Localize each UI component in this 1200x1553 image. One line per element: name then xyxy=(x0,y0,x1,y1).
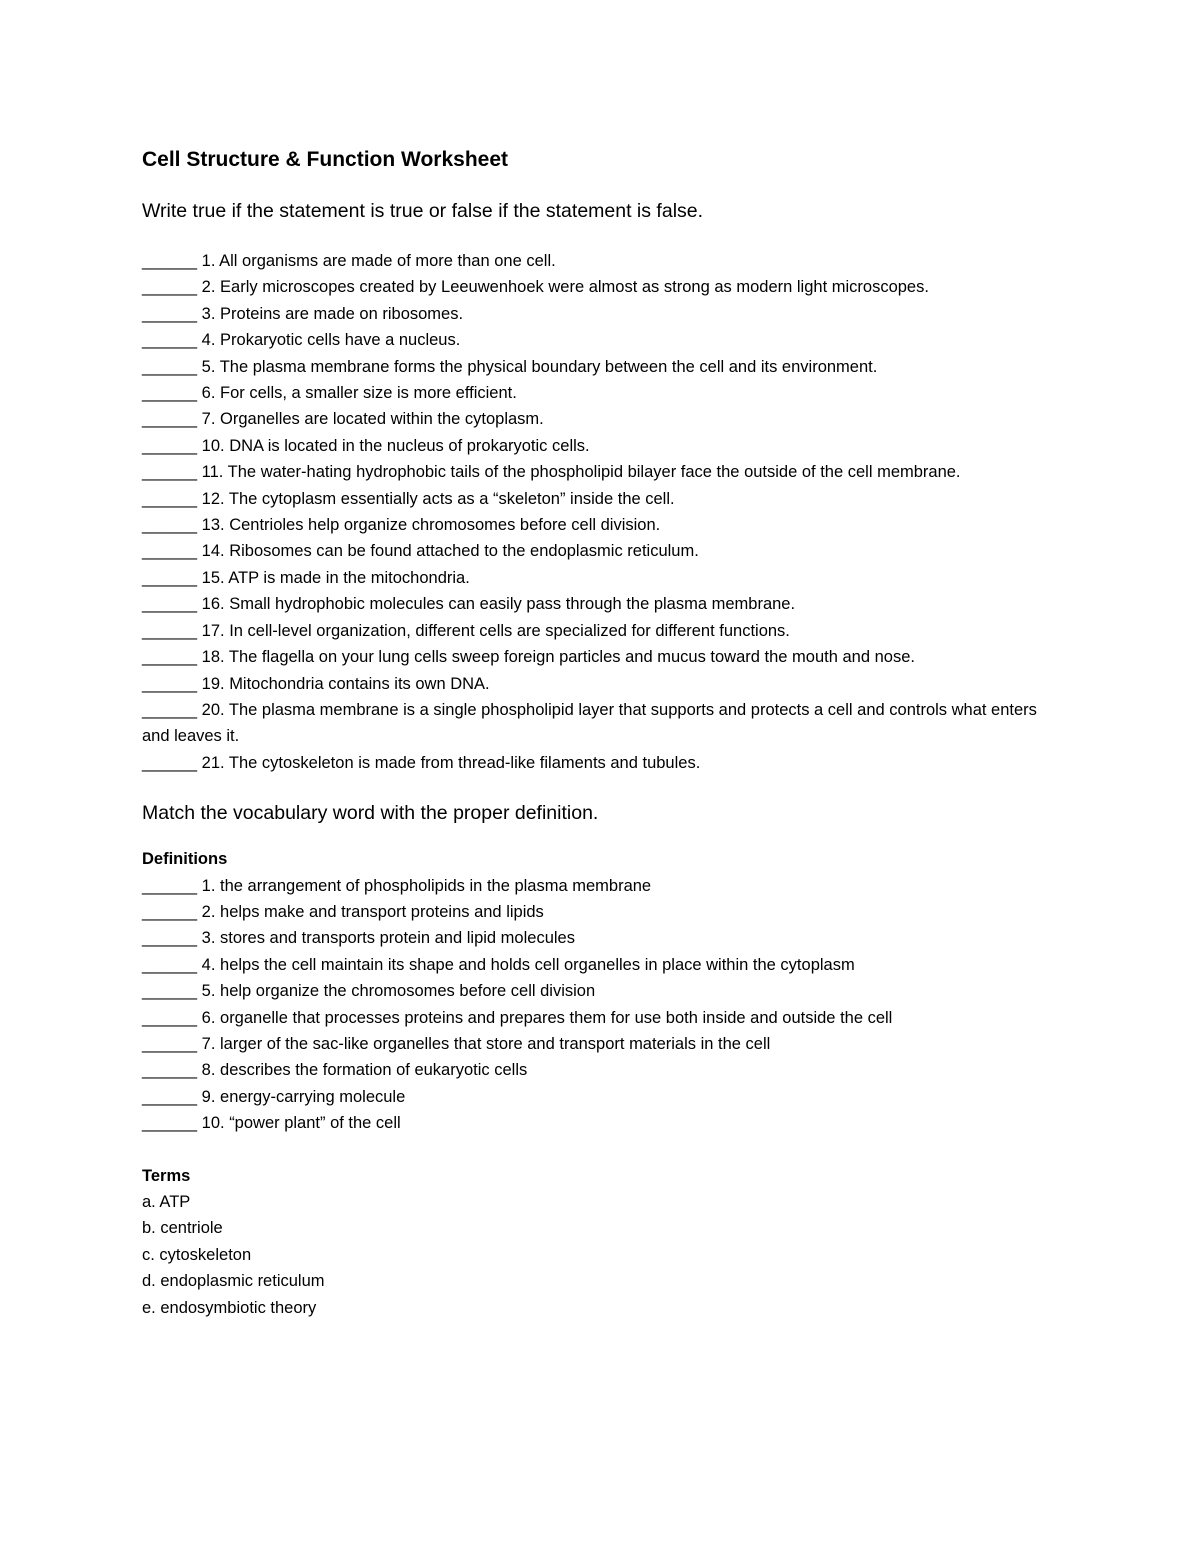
answer-blank[interactable]: ______ xyxy=(142,568,198,587)
item-text: The plasma membrane is a single phospholipid layer that supports and protects a cell and controls what enters and leaves it. xyxy=(142,700,1037,746)
answer-blank[interactable]: ______ xyxy=(142,463,198,482)
definition-item xyxy=(142,1005,1062,1031)
item-number: 15. xyxy=(201,568,225,587)
answer-blank[interactable]: ______ xyxy=(142,674,198,693)
item-number: 17. xyxy=(201,621,225,640)
item-number: 6. xyxy=(201,1008,216,1027)
item-text: Early microscopes created by Leeuwenhoek were almost as strong as modern light microscopes. xyxy=(220,278,929,297)
answer-blank[interactable]: ______ xyxy=(142,700,198,719)
true-false-item xyxy=(142,512,1062,538)
answer-blank[interactable]: ______ xyxy=(142,648,198,667)
true-false-item xyxy=(142,644,1062,670)
item-text: larger of the sac-like organelles that store and transport materials in the cell xyxy=(220,1034,771,1053)
answer-blank[interactable]: ______ xyxy=(142,621,198,640)
true-false-item xyxy=(142,433,1062,459)
term-item: c. cytoskeleton xyxy=(142,1245,252,1264)
item-text: helps the cell maintain its shape and holds cell organelles in place within the cytoplasm xyxy=(220,955,855,974)
item-number: 8. xyxy=(201,1061,216,1080)
definition-item xyxy=(142,1057,1062,1083)
item-number: 20. xyxy=(201,700,225,719)
true-false-item xyxy=(142,538,1062,564)
item-number: 3. xyxy=(201,929,216,948)
true-false-item xyxy=(142,406,1062,432)
item-text: The cytoplasm essentially acts as a “skeleton” inside the cell. xyxy=(228,489,675,508)
item-number: 16. xyxy=(201,595,225,614)
true-false-item xyxy=(142,274,1062,300)
answer-blank[interactable]: ______ xyxy=(142,1087,198,1106)
item-number: 1. xyxy=(201,252,216,270)
item-text: helps make and transport proteins and lipids xyxy=(220,902,544,921)
item-text: the arrangement of phospholipids in the plasma membrane xyxy=(220,876,652,895)
definition-item xyxy=(142,925,1062,951)
answer-blank[interactable]: ______ xyxy=(142,542,198,561)
answer-blank[interactable]: ______ xyxy=(142,410,198,429)
item-number: 5. xyxy=(201,982,216,1001)
definition-item xyxy=(142,1110,1062,1136)
answer-blank[interactable]: ______ xyxy=(142,1114,198,1133)
item-text: describes the formation of eukaryotic cells xyxy=(220,1061,528,1080)
item-text: help organize the chromosomes before cell division xyxy=(220,982,596,1001)
true-false-item xyxy=(142,354,1062,380)
item-number: 7. xyxy=(201,1034,216,1053)
answer-blank[interactable]: ______ xyxy=(142,902,198,921)
item-text: Small hydrophobic molecules can easily pass through the plasma membrane. xyxy=(229,595,796,614)
item-text: The plasma membrane forms the physical boundary between the cell and its environment. xyxy=(219,357,878,376)
true-false-item xyxy=(142,486,1062,512)
true-false-item xyxy=(142,750,1062,776)
term-item: a. ATP xyxy=(142,1193,191,1211)
term-item: e. endosymbiotic theory xyxy=(142,1298,317,1317)
item-text: Ribosomes can be found attached to the endoplasmic reticulum. xyxy=(229,542,699,561)
item-text: Centrioles help organize chromosomes before cell division. xyxy=(229,516,661,535)
true-false-item xyxy=(142,380,1062,406)
item-number: 6. xyxy=(201,384,216,403)
answer-blank[interactable]: ______ xyxy=(142,252,198,270)
answer-blank[interactable]: ______ xyxy=(142,595,198,614)
answer-blank[interactable]: ______ xyxy=(142,516,198,535)
answer-blank[interactable]: ______ xyxy=(142,1061,198,1080)
true-false-item xyxy=(142,591,1062,617)
item-text: For cells, a smaller size is more efficient. xyxy=(220,384,517,403)
answer-blank[interactable]: ______ xyxy=(142,357,198,376)
item-number: 9. xyxy=(201,1087,216,1106)
item-number: 14. xyxy=(201,542,225,561)
item-text: The flagella on your lung cells sweep foreign particles and mucus toward the mouth and nose. xyxy=(228,648,915,667)
true-false-item xyxy=(142,671,1062,697)
item-number: 10. xyxy=(201,436,225,455)
item-text: Mitochondria contains its own DNA. xyxy=(229,674,490,693)
item-text: energy-carrying molecule xyxy=(220,1087,406,1106)
worksheet-content xyxy=(142,138,1062,1321)
item-number: 3. xyxy=(201,304,216,323)
answer-blank[interactable]: ______ xyxy=(142,278,198,297)
item-number: 18. xyxy=(201,648,225,667)
item-text: Proteins are made on ribosomes. xyxy=(220,304,464,323)
true-false-list xyxy=(142,248,1062,776)
item-text: ATP is made in the mitochondria. xyxy=(228,568,470,587)
item-text: DNA is located in the nucleus of prokaryotic cells. xyxy=(229,436,590,455)
definitions-heading: Definitions xyxy=(142,850,228,869)
definition-item xyxy=(142,952,1062,978)
term-item: b. centriole xyxy=(142,1219,223,1238)
item-text: “power plant” of the cell xyxy=(229,1114,401,1133)
item-text: Organelles are located within the cytoplasm. xyxy=(220,410,544,429)
item-number: 4. xyxy=(201,331,216,350)
item-number: 2. xyxy=(201,902,216,921)
answer-blank[interactable]: ______ xyxy=(142,876,198,895)
answer-blank[interactable]: ______ xyxy=(142,1008,198,1027)
definition-item xyxy=(142,899,1062,925)
definition-item xyxy=(142,1084,1062,1110)
true-false-item xyxy=(142,248,1062,274)
definition-item xyxy=(142,978,1062,1004)
item-number: 21. xyxy=(201,753,225,772)
page-title: Cell Structure & Function Worksheet xyxy=(142,148,508,171)
item-number: 10. xyxy=(201,1114,225,1133)
answer-blank[interactable]: ______ xyxy=(142,304,198,323)
item-text: organelle that processes proteins and prepares them for use both inside and outside the cell xyxy=(220,1008,893,1027)
answer-blank[interactable]: ______ xyxy=(142,982,198,1001)
true-false-item xyxy=(142,565,1062,591)
answer-blank[interactable]: ______ xyxy=(142,753,198,772)
true-false-item xyxy=(142,301,1062,327)
true-false-instructions: Write true if the statement is true or false if the statement is false. xyxy=(142,200,704,222)
answer-blank[interactable]: ______ xyxy=(142,955,198,974)
true-false-item xyxy=(142,697,1062,750)
item-number: 7. xyxy=(201,410,216,429)
definition-item xyxy=(142,1031,1062,1057)
item-text: All organisms are made of more than one cell. xyxy=(219,252,556,270)
item-number: 12. xyxy=(201,489,225,508)
answer-blank[interactable]: ______ xyxy=(142,436,198,455)
true-false-item xyxy=(142,618,1062,644)
item-number: 13. xyxy=(201,516,225,535)
item-text: Prokaryotic cells have a nucleus. xyxy=(220,331,461,350)
answer-blank[interactable]: ______ xyxy=(142,929,198,948)
item-text: The cytoskeleton is made from thread-like filaments and tubules. xyxy=(228,753,701,772)
true-false-item xyxy=(142,459,1062,485)
item-number: 2. xyxy=(201,278,216,297)
item-number: 11. xyxy=(201,463,224,482)
true-false-item xyxy=(142,327,1062,353)
item-text: The water-hating hydrophobic tails of the phospholipid bilayer face the outside of the cell membrane. xyxy=(227,463,961,482)
item-text: In cell-level organization, different cells are specialized for different functions. xyxy=(229,621,790,640)
term-item: d. endoplasmic reticulum xyxy=(142,1272,325,1291)
answer-blank[interactable]: ______ xyxy=(142,384,198,403)
definitions-list xyxy=(142,873,1062,1137)
item-number: 5. xyxy=(201,357,216,376)
answer-blank[interactable]: ______ xyxy=(142,489,198,508)
definition-item xyxy=(142,873,1062,899)
answer-blank[interactable]: ______ xyxy=(142,1034,198,1053)
item-text: stores and transports protein and lipid molecules xyxy=(220,929,575,948)
item-number: 19. xyxy=(201,674,225,693)
item-number: 4. xyxy=(201,955,216,974)
terms-list xyxy=(142,1189,1062,1321)
item-number: 1. xyxy=(201,876,216,895)
terms-heading: Terms xyxy=(142,1166,191,1185)
answer-blank[interactable]: ______ xyxy=(142,331,198,350)
matching-instructions: Match the vocabulary word with the proper definition. xyxy=(142,802,599,825)
